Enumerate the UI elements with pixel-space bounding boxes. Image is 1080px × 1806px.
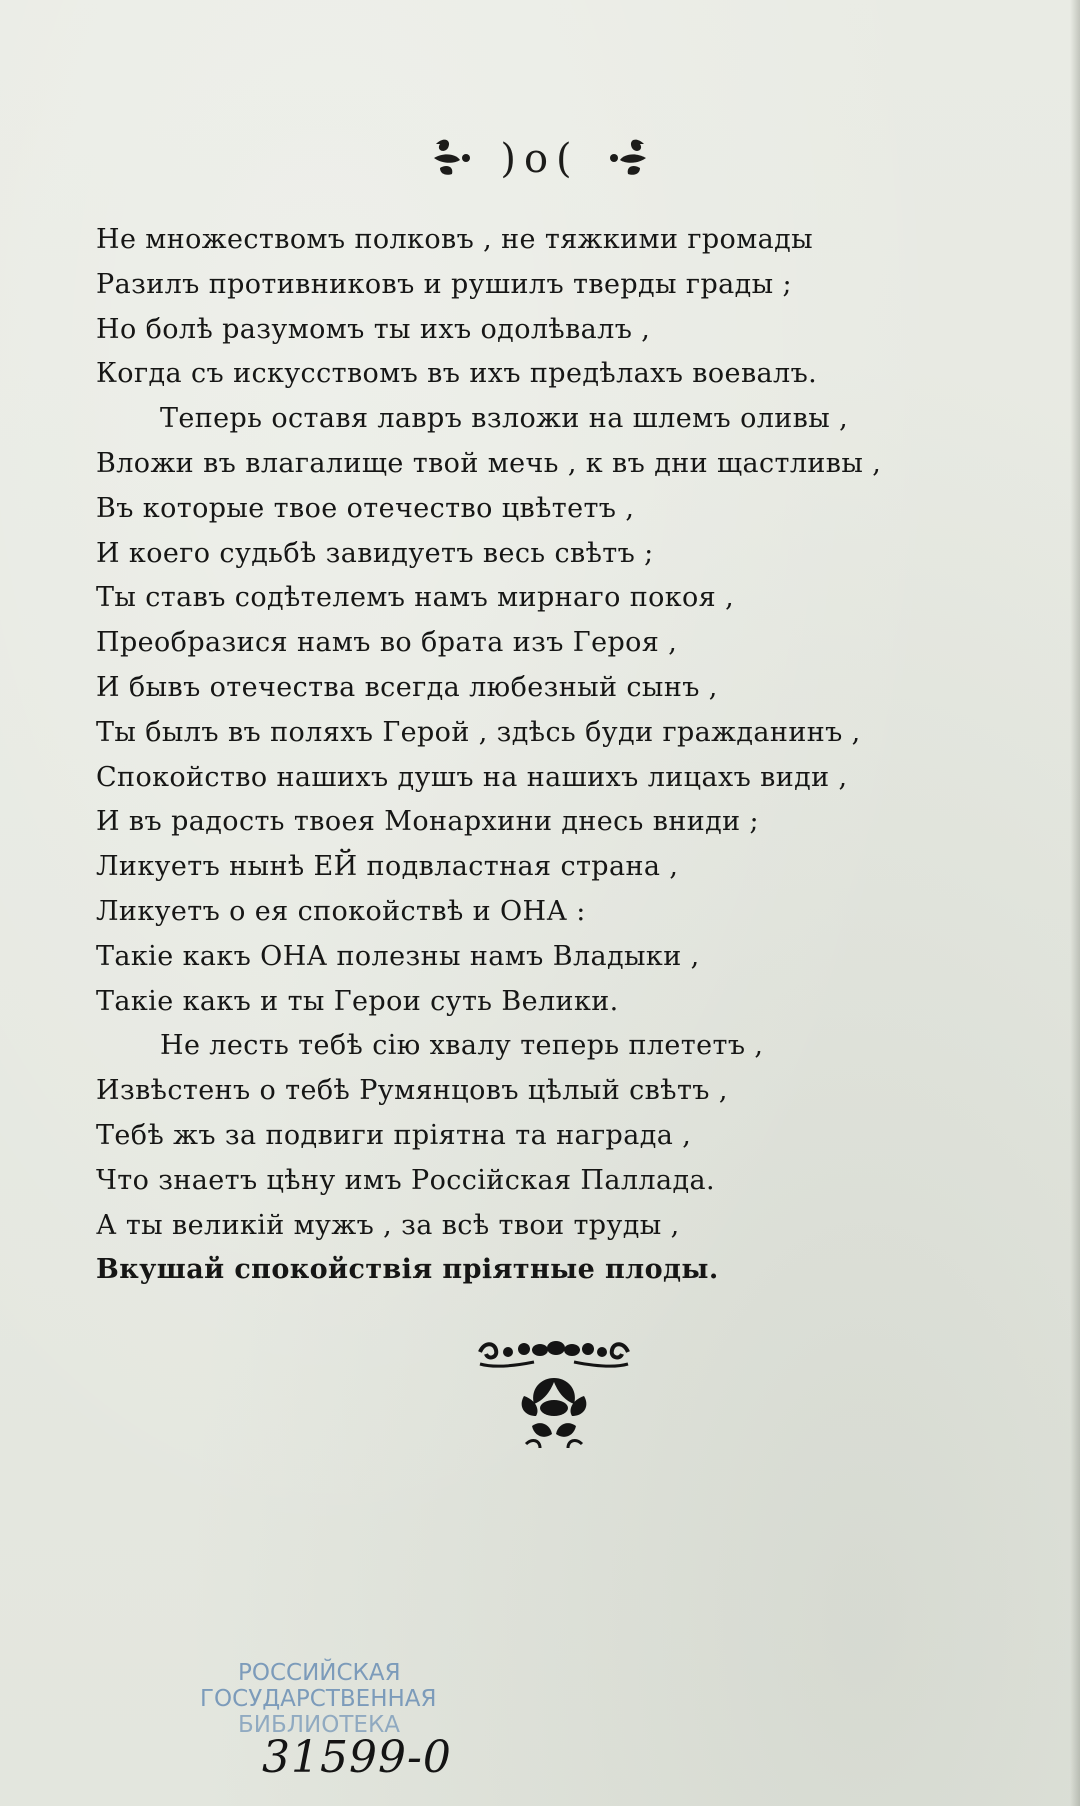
stamp-line: ГОСУДАРСТВЕННАЯ [200,1686,437,1712]
poem-line: Извѣстенъ о тебѣ Румянцовъ цѣлый свѣтъ , [96,1075,728,1107]
poem-line: Спокойство нашихъ душъ на нашихъ лицахъ види , [96,761,848,793]
poem-line: Ты былъ въ поляхъ Герой , здѣсь буди гражданинъ , [96,716,861,748]
poem-line: Теперь оставя лавръ взложи на шлемъ оливы , [160,403,849,435]
poem-line: Вкушай спокойствiя прiятные плоды. [96,1254,719,1286]
poem-line: Такiе какъ и ты Герои суть Велики. [96,985,619,1017]
poem-line: Ликуетъ о ея спокойствѣ и ОНА : [96,895,586,927]
page-edge-shadow [1070,0,1080,1806]
poem-line: Ликуетъ нынѣ ЕЙ подвластная страна , [96,851,679,883]
stamp-line: РОССИЙСКАЯ [238,1660,401,1686]
poem-line: Когда съ искусствомъ въ ихъ предѣлахъ воевалъ. [96,358,818,390]
poem-line: И въ радость твоея Монархини днесь вниди ; [96,806,760,838]
poem-line: Не множествомъ полковъ , не тяжкими громады [96,224,814,255]
poem-line: Такiе какъ ОНА полезны намъ Владыки , [96,940,700,972]
poem-line: А ты великiй мужъ , за всѣ твои труды , [96,1209,680,1241]
poem-text [96,218,976,1293]
page-header [430,132,650,192]
poem-line: Разилъ противниковъ и рушилъ тверды грады ; [96,268,793,300]
poem-line: Тебѣ жъ за подвиги прiятна та награда , [96,1119,692,1151]
poem-line: Что знаетъ цѣну имъ Россiйская Паллада. [96,1164,715,1196]
library-stamp [200,1660,440,1738]
poem-line: И бывъ отечества всегда любезный сынъ , [96,671,718,703]
poem-line: Преобразися намъ во брата изъ Героя , [96,627,678,659]
handwritten-shelf-number: 31599-0 [262,1732,452,1783]
right-fleuron-icon [604,132,650,180]
poem-line: Вложи въ влагалище твой мечь , к въ дни щастливы , [96,447,882,479]
left-fleuron-icon [430,132,476,180]
poem-line: Ты ставъ содѣтелемъ намъ мирнаго покоя , [96,582,735,614]
floral-tailpiece-icon [474,1334,634,1454]
stamp-line: БИБЛИОТЕКА [238,1712,401,1738]
poem-line: Не лесть тебѣ сiю хвалу теперь плететъ , [160,1030,764,1062]
poem-line: Но болѣ разумомъ ты ихъ одолѣвалъ , [96,313,651,345]
poem-line: И коего судьбѣ завидуетъ весь свѣтъ ; [96,537,654,569]
page-marker: )o( [500,136,580,182]
poem-line: Въ которые твое отечество цвѣтетъ , [96,492,635,524]
